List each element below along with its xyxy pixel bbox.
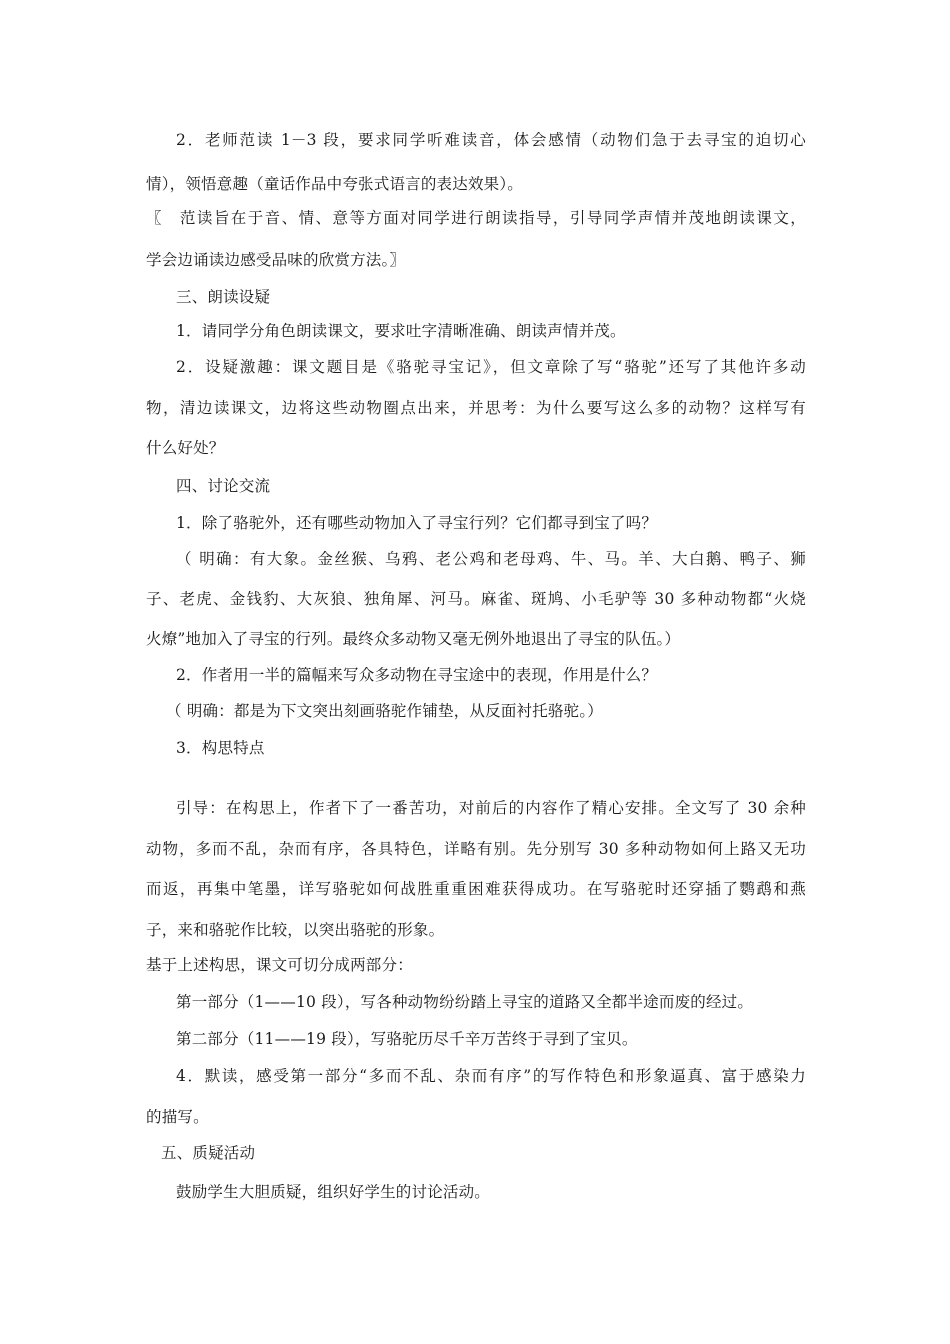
- section-5-text: 鼓励学生大胆质疑，组织好学生的讨论活动。: [176, 1183, 491, 1201]
- guide-line-2: 动物，多而不乱，杂而有序，各具特色，详略有别。先分别写 30 多种动物如何上路又无功: [146, 840, 806, 858]
- list-item-4-3: 3．构思特点: [176, 739, 265, 757]
- section-heading-3: 三、朗读设疑: [176, 288, 271, 306]
- guide-line-3: 而返，再集中笔墨，详写骆驼如何战胜重重困难获得成功。在写骆驼时还穿插了鹦鹉和燕: [146, 880, 806, 898]
- structure-intro: 基于上述构思，课文可切分成两部分：: [146, 956, 413, 974]
- paragraph-line-1: 2．老师范读 1－3 段，要求同学听难读音，体会感情（动物们急于去寻宝的迫切心: [176, 131, 806, 149]
- list-item-4-4-line-2: 的描写。: [146, 1108, 209, 1126]
- guide-line-4: 子，来和骆驼作比较，以突出骆驼的形象。: [146, 921, 445, 939]
- section-heading-5: 五、质疑活动: [161, 1144, 256, 1162]
- annotation-line-1: 〖 范读旨在于音、情、意等方面对同学进行朗读指导，引导同学声情并茂地朗读课文，: [146, 209, 806, 227]
- answer-4-1-line-2: 子、老虎、金钱豹、大灰狼、独角犀、河马。麻雀、斑鸠、小毛驴等 30 多种动物都“火烧: [146, 590, 806, 608]
- structure-part-1: 第一部分（1——10 段），写各种动物纷纷踏上寻宝的道路又全都半途而废的经过。: [176, 993, 754, 1011]
- list-item-4-2: 2．作者用一半的篇幅来写众多动物在寻宝途中的表现，作用是什么？: [176, 666, 658, 684]
- paragraph-line-2: 情），领悟意趣（童话作品中夸张式语言的表达效果）。: [146, 175, 524, 193]
- list-item-3-2-line-2: 物，清边读课文，边将这些动物圈点出来，并思考：为什么要写这么多的动物？这样写有: [146, 399, 806, 417]
- annotation-line-2: 学会边诵读边感受品味的欣赏方法。〗: [146, 251, 406, 269]
- section-heading-4: 四、讨论交流: [176, 477, 271, 495]
- list-item-4-4-line-1: 4．默读，感受第一部分“多而不乱、杂而有序”的写作特色和形象逼真、富于感染力: [176, 1067, 806, 1085]
- list-item-4-1: 1．除了骆驼外，还有哪些动物加入了寻宝行列？它们都寻到宝了吗？: [176, 514, 658, 532]
- list-item-3-2-line-1: 2．设疑激趣：课文题目是《骆驼寻宝记》，但文章除了写“骆驼”还写了其他许多动: [176, 358, 806, 376]
- answer-4-1-line-3: 火燎”地加入了寻宝的行列。最终众多动物又毫无例外地退出了寻宝的队伍。）: [146, 630, 681, 648]
- structure-part-2: 第二部分（11——19 段），写骆驼历尽千辛万苦终于寻到了宝贝。: [176, 1030, 638, 1048]
- list-item-3-2-line-3: 什么好处？: [146, 439, 225, 457]
- guide-line-1: 引导：在构思上，作者下了一番苦功，对前后的内容作了精心安排。全文写了 30 余种: [176, 799, 806, 817]
- answer-4-2: （ 明确：都是为下文突出刻画骆驼作铺垫，从反面衬托骆驼。）: [166, 702, 603, 720]
- list-item-3-1: 1．请同学分角色朗读课文，要求吐字清晰准确、朗读声情并茂。: [176, 322, 626, 340]
- answer-4-1-line-1: （ 明确：有大象。金丝猴、乌鸦、老公鸡和老母鸡、牛、马。羊、大白鹅、鸭子、狮: [176, 550, 806, 568]
